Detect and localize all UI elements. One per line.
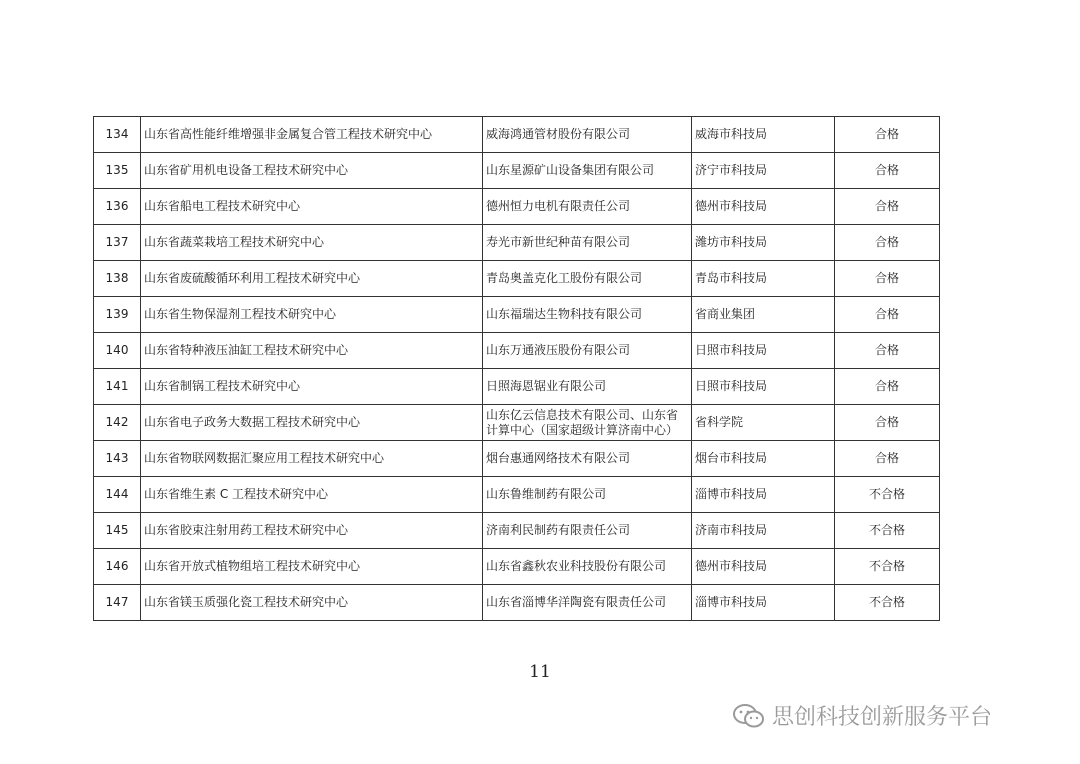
results-table xyxy=(93,116,940,621)
center-name-cell: 山东省镁玉质强化瓷工程技术研究中心 xyxy=(141,585,483,621)
watermark-text: 思创科技创新服务平台 xyxy=(772,705,993,730)
department-cell: 日照市科技局 xyxy=(692,333,835,369)
center-name-cell: 山东省特种液压油缸工程技术研究中心 xyxy=(141,333,483,369)
center-name-cell: 山东省生物保湿剂工程技术研究中心 xyxy=(141,297,483,333)
company-name-cell: 烟台惠通网络技术有限公司 xyxy=(483,441,692,477)
table-row xyxy=(94,117,940,153)
center-name-cell: 山东省物联网数据汇聚应用工程技术研究中心 xyxy=(141,441,483,477)
table-row xyxy=(94,477,940,513)
department-cell: 潍坊市科技局 xyxy=(692,225,835,261)
row-number-cell: 145 xyxy=(94,513,141,549)
result-cell: 不合格 xyxy=(835,477,940,513)
company-name-cell: 威海鸿通管材股份有限公司 xyxy=(483,117,692,153)
department-cell: 日照市科技局 xyxy=(692,369,835,405)
watermark xyxy=(732,700,992,731)
table-row xyxy=(94,549,940,585)
table-row xyxy=(94,513,940,549)
company-name-cell: 济南利民制药有限责任公司 xyxy=(483,513,692,549)
department-cell: 淄博市科技局 xyxy=(692,477,835,513)
table-row xyxy=(94,297,940,333)
row-number-cell: 135 xyxy=(94,153,141,189)
table-row xyxy=(94,225,940,261)
center-name-cell: 山东省维生素 C 工程技术研究中心 xyxy=(141,477,483,513)
company-name-cell: 山东星源矿山设备集团有限公司 xyxy=(483,153,692,189)
center-name-cell: 山东省高性能纤维增强非金属复合管工程技术研究中心 xyxy=(141,117,483,153)
department-cell: 省商业集团 xyxy=(692,297,835,333)
company-name-cell: 山东鲁维制药有限公司 xyxy=(483,477,692,513)
table-row xyxy=(94,369,940,405)
table-row xyxy=(94,189,940,225)
company-name-cell: 山东省淄博华洋陶瓷有限责任公司 xyxy=(483,585,692,621)
department-cell: 威海市科技局 xyxy=(692,117,835,153)
company-name-cell: 日照海恩锯业有限公司 xyxy=(483,369,692,405)
row-number-cell: 146 xyxy=(94,549,141,585)
result-cell: 不合格 xyxy=(835,549,940,585)
department-cell: 淄博市科技局 xyxy=(692,585,835,621)
company-name-cell: 寿光市新世纪种苗有限公司 xyxy=(483,225,692,261)
department-cell: 烟台市科技局 xyxy=(692,441,835,477)
table-row xyxy=(94,405,940,441)
row-number-cell: 138 xyxy=(94,261,141,297)
center-name-cell: 山东省废硫酸循环利用工程技术研究中心 xyxy=(141,261,483,297)
result-cell: 合格 xyxy=(835,225,940,261)
table-body xyxy=(94,117,940,621)
result-cell: 合格 xyxy=(835,261,940,297)
center-name-cell: 山东省矿用机电设备工程技术研究中心 xyxy=(141,153,483,189)
table-row xyxy=(94,333,940,369)
result-cell: 合格 xyxy=(835,369,940,405)
table-row xyxy=(94,585,940,621)
company-name-cell: 山东万通液压股份有限公司 xyxy=(483,333,692,369)
department-cell: 德州市科技局 xyxy=(692,549,835,585)
wechat-icon xyxy=(732,703,766,729)
row-number-cell: 143 xyxy=(94,441,141,477)
row-number-cell: 139 xyxy=(94,297,141,333)
center-name-cell: 山东省开放式植物组培工程技术研究中心 xyxy=(141,549,483,585)
row-number-cell: 136 xyxy=(94,189,141,225)
table-row xyxy=(94,261,940,297)
center-name-cell: 山东省船电工程技术研究中心 xyxy=(141,189,483,225)
company-name-cell: 青岛奥盖克化工股份有限公司 xyxy=(483,261,692,297)
result-cell: 合格 xyxy=(835,441,940,477)
row-number-cell: 141 xyxy=(94,369,141,405)
center-name-cell: 山东省电子政务大数据工程技术研究中心 xyxy=(141,405,483,441)
result-cell: 合格 xyxy=(835,117,940,153)
department-cell: 济南市科技局 xyxy=(692,513,835,549)
table-row xyxy=(94,441,940,477)
company-name-cell: 德州恒力电机有限责任公司 xyxy=(483,189,692,225)
company-name-cell: 山东省鑫秋农业科技股份有限公司 xyxy=(483,549,692,585)
company-name-cell: 山东亿云信息技术有限公司、山东省计算中心（国家超级计算济南中心） xyxy=(483,405,692,441)
row-number-cell: 142 xyxy=(94,405,141,441)
department-cell: 青岛市科技局 xyxy=(692,261,835,297)
result-cell: 合格 xyxy=(835,405,940,441)
row-number-cell: 144 xyxy=(94,477,141,513)
table-row xyxy=(94,153,940,189)
result-cell: 不合格 xyxy=(835,585,940,621)
result-cell: 合格 xyxy=(835,333,940,369)
department-cell: 济宁市科技局 xyxy=(692,153,835,189)
department-cell: 德州市科技局 xyxy=(692,189,835,225)
center-name-cell: 山东省胶束注射用药工程技术研究中心 xyxy=(141,513,483,549)
center-name-cell: 山东省制锅工程技术研究中心 xyxy=(141,369,483,405)
row-number-cell: 140 xyxy=(94,333,141,369)
row-number-cell: 147 xyxy=(94,585,141,621)
row-number-cell: 134 xyxy=(94,117,141,153)
result-cell: 合格 xyxy=(835,189,940,225)
row-number-cell: 137 xyxy=(94,225,141,261)
center-name-cell: 山东省蔬菜栽培工程技术研究中心 xyxy=(141,225,483,261)
result-cell: 不合格 xyxy=(835,513,940,549)
result-cell: 合格 xyxy=(835,153,940,189)
result-cell: 合格 xyxy=(835,297,940,333)
page-number: 11 xyxy=(529,662,551,682)
department-cell: 省科学院 xyxy=(692,405,835,441)
company-name-cell: 山东福瑞达生物科技有限公司 xyxy=(483,297,692,333)
